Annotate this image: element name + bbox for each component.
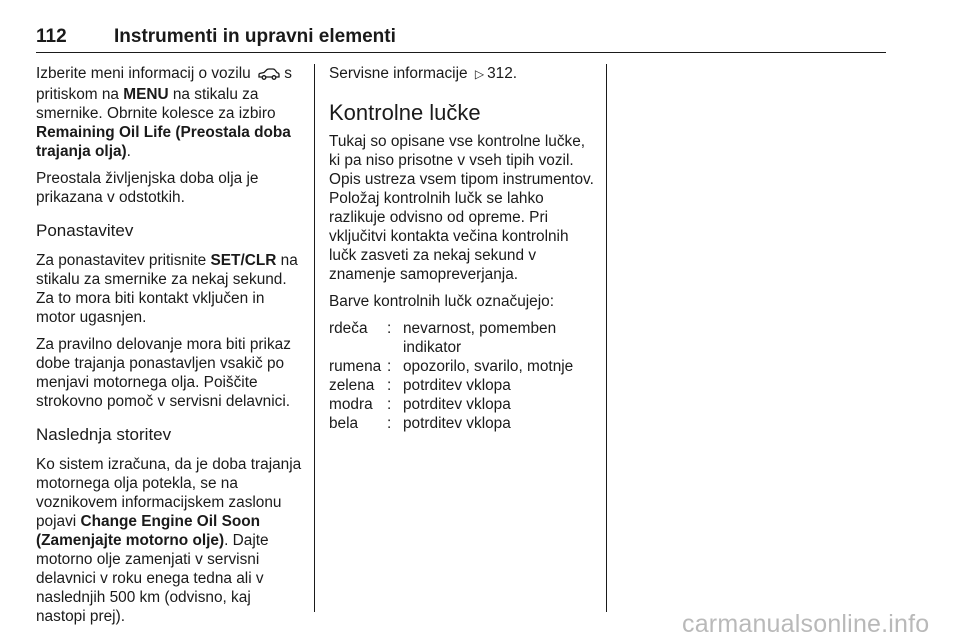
car-icon xyxy=(258,66,280,85)
list-item: zelena : potrditev vklopa xyxy=(329,376,597,395)
color-term: rumena xyxy=(329,358,382,375)
color-meaning: nevarnost, pomemben indikator xyxy=(403,320,557,356)
color-meaning: potrditev vklopa xyxy=(403,396,511,413)
page-reference[interactable]: 312 xyxy=(487,65,513,82)
triangle-right-icon: ▷ xyxy=(474,67,485,81)
remaining-oil-life-label: Remaining Oil Life (Preostala doba trajanja olja) xyxy=(36,124,291,160)
list-item: rumena : opozorilo, svarilo, motnje xyxy=(329,357,597,376)
column-right xyxy=(329,64,597,433)
paragraph-vehicle-menu: Izberite meni informacij o vozilu s pritiskom na MENU na stikalu za smernike. Obrnite kolesce za izbiro Remaining Oil Life (Preostala doba trajanja olja). xyxy=(36,65,292,160)
list-item: bela : potrditev vklopa xyxy=(329,414,597,433)
color-meaning: opozorilo, svarilo, motnje xyxy=(403,358,574,375)
paragraph-reset-note: Za pravilno delovanje mora biti prikaz dobe trajanja ponastavljen vsakič po menjavi motornega olja. Poiščite strokovno pomoč v servisni delavnici. xyxy=(36,336,291,410)
color-term: rdeča xyxy=(329,320,368,337)
menu-label: MENU xyxy=(123,86,169,103)
watermark: carmanualsonline.info xyxy=(682,610,930,638)
color-meaning: potrditev vklopa xyxy=(403,377,511,394)
paragraph-reset-instructions: Za ponastavitev pritisnite SET/CLR na stikalu za smernike za nekaj sekund. Za to mora biti kontakt vključen in motor ugasnjen. xyxy=(36,252,298,326)
list-item: modra : potrditev vklopa xyxy=(329,395,597,414)
chapter-title: Instrumenti in upravni elementi xyxy=(114,26,396,47)
page-number: 112 xyxy=(36,26,67,47)
column-divider-right xyxy=(606,64,607,612)
paragraph-colors-intro: Barve kontrolnih lučk označujejo: xyxy=(329,293,554,310)
color-meaning: potrditev vklopa xyxy=(403,415,511,432)
heading-reset: Ponastavitev xyxy=(36,221,134,240)
color-term: modra xyxy=(329,396,373,413)
paragraph-next-service: Ko sistem izračuna, da je doba trajanja motornega olja potekla, se na voznikovem informacijskem zaslonu pojavi Change Engine Oil Soon (Zamenjajte motorno olje). Dajte motorno olje zamenjati v servisni delavnici v roku enega tedna ali v naslednjih 500 km (odvisno, kaj nastopi prej). xyxy=(36,456,302,625)
page-header xyxy=(36,22,886,53)
color-definition-list xyxy=(329,319,597,433)
paragraph-service-info: Servisne informacije ▷ 312. xyxy=(329,65,518,82)
color-term: bela xyxy=(329,415,359,432)
set-clr-label: SET/CLR xyxy=(210,252,277,269)
color-term: zelena xyxy=(329,377,375,394)
column-divider-left xyxy=(314,64,315,612)
column-left xyxy=(36,64,304,634)
heading-control-lights: Kontrolne lučke xyxy=(329,100,481,125)
change-oil-message: Change Engine Oil Soon (Zamenjajte motorno olje) xyxy=(36,513,261,549)
paragraph-oil-percentage: Preostala življenjska doba olja je prikazana v odstotkih. xyxy=(36,170,259,206)
list-item: rdeča : nevarnost, pomemben indikator xyxy=(329,319,597,357)
paragraph-control-lights: Tukaj so opisane vse kontrolne lučke, ki pa niso prisotne v vseh tipih vozil. Opis ustreza vsem tipom instrumentov. Položaj kontrolnih lučk se lahko razlikuje odvisno od opreme. Pri vključitvi kontakta večina kontrolnih lučk zasveti za nekaj sekund v znamenje samopreverjanja. xyxy=(329,133,594,283)
heading-next-service: Naslednja storitev xyxy=(36,425,172,444)
